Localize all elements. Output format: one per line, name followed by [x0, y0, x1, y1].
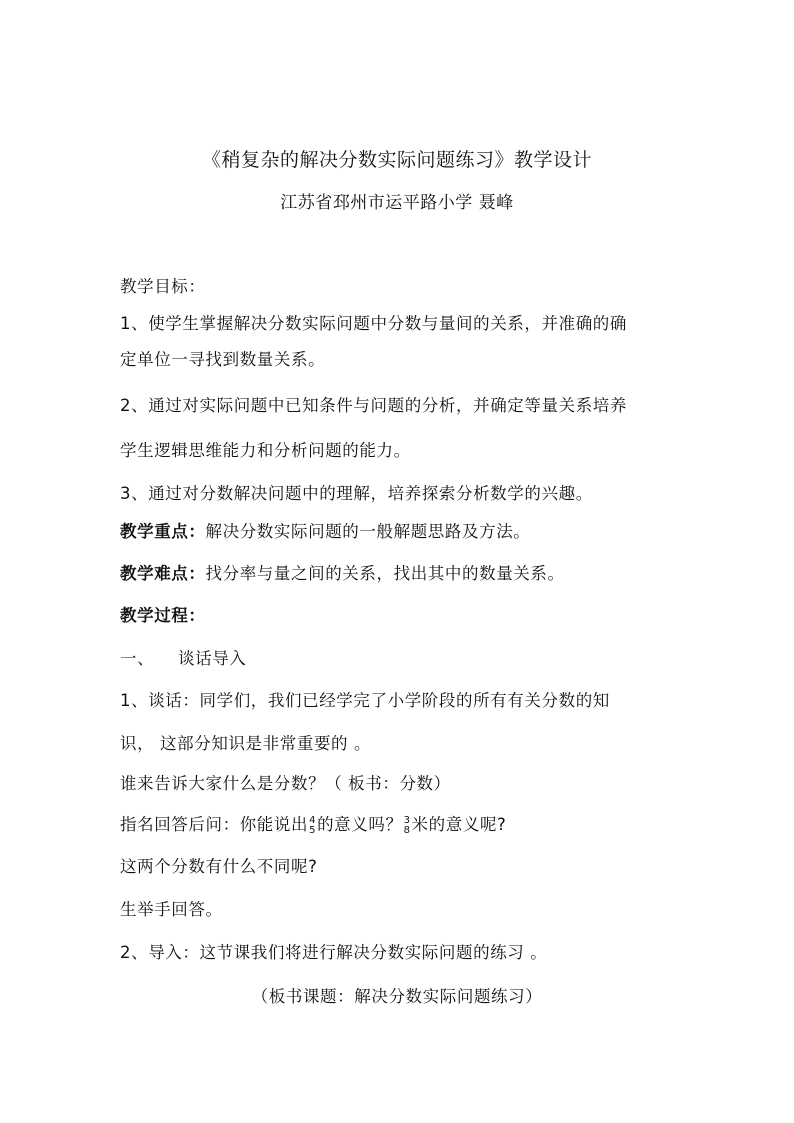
intro-line: 2、导入：这节课我们将进行解决分数实际问题的练习 。 [120, 943, 548, 962]
document-author: 江苏省邳州市运平路小学 聂峰 [280, 193, 514, 213]
talk-line-2: 识， 这部分知识是非常重要的 。 [120, 734, 372, 753]
objective-1-line-1: 1、使学生掌握解决分数实际问题中分数与量间的关系，并准确的确 [120, 314, 627, 333]
objective-3: 3、通过对分数解决问题中的理解，培养探索分析数学的兴趣。 [120, 484, 593, 503]
talk-line-1: 1、谈话：同学们，我们已经学完了小学阶段的所有有关分数的知 [120, 691, 610, 710]
board-title: （板书课题：解决分数实际问题练习） [251, 987, 543, 1006]
fraction-numerator: 3 [403, 814, 411, 826]
objective-2-line-1: 2、通过对实际问题中已知条件与问题的分析，并确定等量关系培养 [120, 396, 627, 415]
answer-line: 生举手回答。 [120, 900, 223, 919]
key-point-text: 解决分数实际问题的一般解题思路及方法。 [205, 522, 531, 541]
ask-suffix: 米的意义呢? [411, 815, 507, 834]
objective-1-line-2: 定单位一寻找到数量关系。 [120, 350, 326, 369]
section-1-title: 谈话导入 [178, 649, 247, 668]
fraction-four-fifths [309, 816, 316, 836]
fraction-denominator: 5 [309, 824, 317, 836]
fraction-three-eighths [404, 816, 411, 836]
key-point-label: 教学重点： [120, 522, 206, 541]
section-1-heading [120, 648, 680, 670]
ask-prefix: 指名回答后问：你能说出 [120, 815, 309, 834]
objectives-heading: 教学目标： [120, 277, 206, 296]
difficulty [120, 563, 680, 585]
fraction-denominator: 8 [403, 824, 411, 836]
ask-middle: 的意义吗？ [317, 815, 403, 834]
process-heading: 教学过程： [120, 606, 206, 625]
difficulty-label: 教学难点： [120, 564, 206, 583]
section-1-number: 一、 [120, 649, 155, 668]
objective-2-line-2: 学生逻辑思维能力和分析问题的能力。 [120, 441, 411, 460]
key-point [120, 521, 680, 543]
difficulty-text: 找分率与量之间的关系，找出其中的数量关系。 [205, 564, 565, 583]
fraction-numerator: 4 [309, 814, 317, 826]
question-line: 谁来告诉大家什么是分数？（ 板书：分数） [120, 774, 451, 793]
document-title: 《稍复杂的解决分数实际问题练习》教学设计 [201, 149, 592, 171]
ask-line [120, 814, 680, 836]
difference-line: 这两个分数有什么不同呢? [120, 857, 318, 876]
